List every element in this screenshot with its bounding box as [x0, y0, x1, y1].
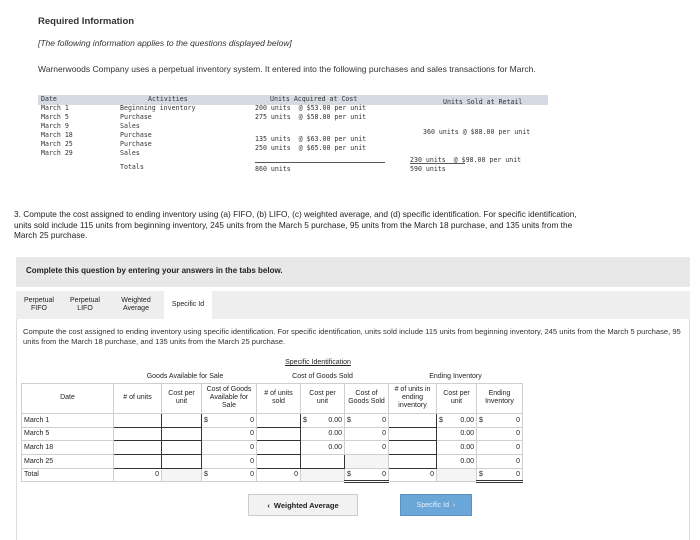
- dollar-sign: $: [347, 470, 351, 478]
- transactions-ledger: [38, 90, 548, 177]
- table-row: [22, 413, 523, 427]
- col-ending-inventory: Ending Inventory: [477, 383, 523, 413]
- ledger-date: March 25: [41, 140, 73, 148]
- section-ending-inventory: Ending Inventory: [429, 372, 482, 380]
- ledger-sold-total: 590 units: [410, 165, 446, 173]
- cost-available-value: 0: [250, 416, 254, 424]
- cpu-ending-value: 0.00: [437, 454, 477, 468]
- specific-id-panel: [16, 319, 690, 540]
- ledger-sold: 360 units @ $88.00 per unit: [423, 128, 531, 136]
- table-title: Specific Identification: [285, 359, 351, 367]
- cost-per-unit-input[interactable]: [162, 413, 202, 427]
- intro-text: Warnerwoods Company uses a perpetual inventory system. It entered into the following purchases and sales transactions for March.: [38, 64, 536, 74]
- cost-available-value: 0: [202, 427, 257, 441]
- cost-sold-value: 0: [345, 427, 389, 441]
- prev-tab-button[interactable]: [248, 494, 358, 516]
- question-3-text: 3. Compute the cost assigned to ending inventory using (a) FIFO, (b) LIFO, (c) weighted average, and (d) specific identification. For specific identification, units sold include 115 units from beginning inventory, 245 units from the March 5 purchase, 95 units from the March 18 purchase, and 135 units from the March 25 purchase.: [14, 209, 577, 240]
- cost-sold-value: 0: [345, 441, 389, 455]
- col-cost-per-unit-sold: Cost per unit: [301, 383, 345, 413]
- row-date: March 1: [22, 413, 114, 427]
- ledger-activity: Sales: [120, 122, 140, 130]
- ledger-date-header: Date: [41, 95, 57, 103]
- dollar-sign: $: [479, 416, 483, 424]
- cost-per-unit-input[interactable]: [162, 427, 202, 441]
- ledger-acquired: 200 units @ $53.00 per unit: [255, 104, 367, 112]
- units-ending-input[interactable]: [389, 441, 437, 455]
- ledger-activity: Purchase: [120, 113, 152, 121]
- units-sold-input[interactable]: [257, 454, 301, 468]
- units-sold-input[interactable]: [257, 427, 301, 441]
- dollar-sign: $: [479, 470, 483, 478]
- table-row: [22, 454, 523, 468]
- units-input[interactable]: [114, 441, 162, 455]
- cpu-sold-value: 0.00: [301, 427, 345, 441]
- units-input[interactable]: [114, 454, 162, 468]
- cpu-ending-value: 0.00: [437, 427, 477, 441]
- dollar-sign: $: [303, 416, 307, 424]
- total-label: Total: [22, 468, 114, 482]
- total-units-sold: 0: [257, 468, 301, 482]
- complete-instruction: Complete this question by entering your answers in the tabs below.: [26, 266, 283, 275]
- col-units: # of units: [114, 383, 162, 413]
- cost-available-value: 0: [202, 454, 257, 468]
- cost-sold-value: 0: [382, 416, 386, 424]
- next-tab-button[interactable]: [400, 494, 472, 516]
- table-row: [22, 427, 523, 441]
- section-cost-of-goods-sold: Cost of Goods Sold: [292, 372, 353, 380]
- ledger-activity: Beginning inventory: [120, 104, 196, 112]
- complete-instruction-band: [16, 257, 690, 287]
- dollar-sign: $: [204, 471, 208, 479]
- table-row: [22, 441, 523, 455]
- acquired-total-rule: [255, 162, 385, 163]
- specific-identification-table: [21, 356, 523, 483]
- ledger-date: March 5: [41, 113, 69, 121]
- ledger-activities-header: Activities: [148, 95, 188, 103]
- panel-instructions: Compute the cost assigned to ending inventory using specific identification. For specific identification, units sold include 115 units from beginning inventory, 245 units from the March 5 purchase, 95 units from the March 18 purchase, and 135 units from the March 25 purchase.: [23, 327, 681, 346]
- ending-inventory-value: 0: [477, 427, 523, 441]
- col-cost-sold: Cost of Goods Sold: [345, 383, 389, 413]
- ledger-totals-label: Totals: [120, 163, 144, 171]
- ledger-acquired: 135 units @ $63.00 per unit: [255, 135, 367, 143]
- section-goods-available: Goods Available for Sale: [146, 372, 224, 380]
- ledger-sold-header: Units Sold at Retail: [443, 98, 523, 106]
- units-input[interactable]: [114, 413, 162, 427]
- row-date: March 5: [22, 427, 114, 441]
- units-ending-input[interactable]: [389, 454, 437, 468]
- ledger-acquired-total: 860 units: [255, 165, 291, 173]
- ledger-acquired: 275 units @ $58.00 per unit: [255, 113, 367, 121]
- tab-weighted-average[interactable]: Weighted Average: [108, 291, 164, 319]
- total-units-ending: 0: [389, 468, 437, 482]
- cost-per-unit-input[interactable]: [162, 454, 202, 468]
- col-cost-per-unit-ending: Cost per unit: [437, 383, 477, 413]
- units-input[interactable]: [114, 427, 162, 441]
- ledger-activity: Purchase: [120, 140, 152, 148]
- units-ending-input[interactable]: [389, 427, 437, 441]
- cpu-ending-value: 0.00: [437, 441, 477, 455]
- prev-tab-label: Weighted Average: [273, 500, 339, 510]
- cost-available-value: 0: [202, 441, 257, 455]
- col-cost-per-unit: Cost per unit: [162, 383, 202, 413]
- tab-perpetual-fifo[interactable]: Perpetual FIFO: [16, 291, 62, 319]
- chevron-left-icon: ‹: [267, 500, 270, 510]
- dollar-sign: $: [347, 416, 351, 424]
- tab-perpetual-lifo[interactable]: Perpetual LIFO: [62, 291, 108, 319]
- col-units-sold: # of units sold: [257, 383, 301, 413]
- ledger-activity: Purchase: [120, 131, 152, 139]
- sold-total-rule: [410, 163, 465, 164]
- tab-specific-id[interactable]: Specific Id: [164, 291, 212, 319]
- total-cost-sold: 0: [382, 470, 386, 478]
- row-date: March 18: [22, 441, 114, 455]
- ledger-acquired-header: Units Acquired at Cost: [270, 95, 358, 103]
- ledger-sold: 230 units @ $98.00 per unit: [410, 156, 522, 164]
- ledger-date: March 1: [41, 104, 69, 112]
- dollar-sign: $: [204, 416, 208, 424]
- col-cost-available: Cost of Goods Available for Sale: [202, 383, 257, 413]
- total-row: [22, 468, 523, 482]
- chevron-right-icon: ›: [452, 501, 456, 509]
- row-date: March 25: [22, 454, 114, 468]
- cost-per-unit-input[interactable]: [162, 441, 202, 455]
- cpu-sold-value: 0.00: [328, 416, 342, 424]
- instruction-note: [The following information applies to the questions displayed below]: [38, 38, 292, 48]
- ending-inventory-value: 0: [477, 454, 523, 468]
- tab-list: [16, 291, 212, 319]
- total-cost-available: 0: [250, 471, 254, 479]
- ledger-activity: Sales: [120, 149, 140, 157]
- ledger-date: March 9: [41, 122, 69, 130]
- ending-inventory-value: 0: [477, 441, 523, 455]
- total-units: 0: [114, 468, 162, 482]
- units-sold-input[interactable]: [257, 441, 301, 455]
- ending-inventory-value: 0: [516, 416, 520, 424]
- col-units-ending: # of units in ending inventory: [389, 383, 437, 413]
- units-ending-input[interactable]: [389, 413, 437, 427]
- cpu-sold-value: 0.00: [301, 441, 345, 455]
- ledger-acquired: 250 units @ $65.00 per unit: [255, 144, 367, 152]
- total-ending-inventory: 0: [516, 470, 520, 478]
- required-information-title: Required Information: [38, 16, 135, 27]
- col-date: Date: [22, 383, 114, 413]
- cpu-sold-input[interactable]: [301, 454, 345, 468]
- ledger-date: March 18: [41, 131, 73, 139]
- units-sold-input[interactable]: [257, 413, 301, 427]
- cost-sold-cell: [345, 454, 389, 468]
- ledger-date: March 29: [41, 149, 73, 157]
- next-tab-label: Specific Id: [416, 501, 449, 509]
- cpu-ending-value: 0.00: [460, 416, 474, 424]
- dollar-sign: $: [439, 416, 443, 424]
